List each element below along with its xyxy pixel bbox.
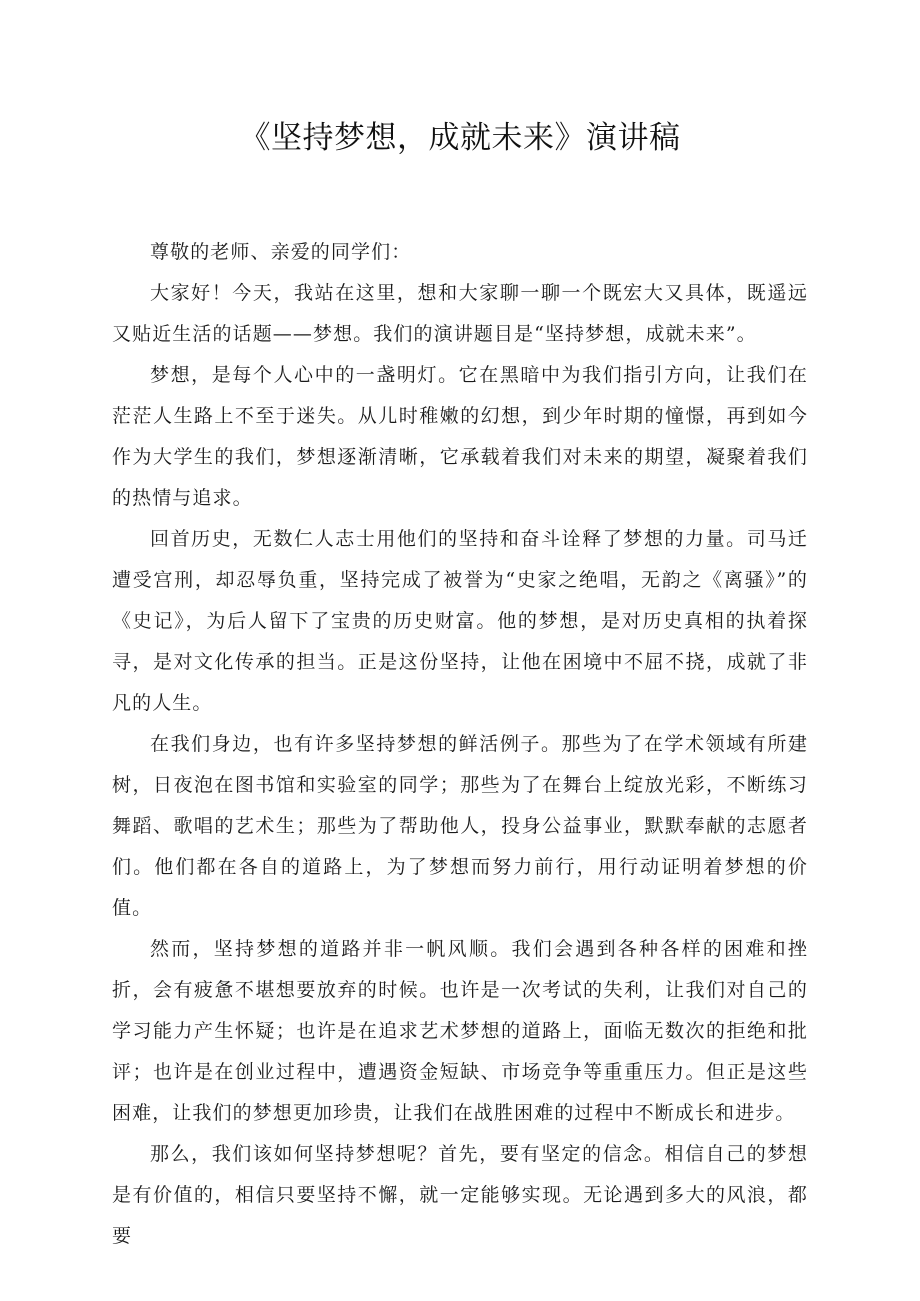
document-title: 《坚持梦想，成就未来》演讲稿 bbox=[239, 120, 681, 156]
paragraph-salutation: 尊敬的老师、亲爱的同学们： bbox=[150, 241, 412, 263]
paragraph-history: 回首历史，无数仁人志士用他们的坚持和奋斗诠释了梦想的力量。司马迁遭受宫刑，却忍辱负重，坚持完成了被誉为“史家之绝唱，无韵之《离骚》”的《史记》，为后人留下了宝贵的历史财富。他的梦想，是对历史真相的执着探寻，是对文化传承的担当。正是这份坚持，让他在困境中不屈不挠，成就了非凡的人生。 bbox=[112, 528, 808, 714]
paragraph-dream-lamp: 梦想，是每个人心中的一盏明灯。它在黑暗中为我们指引方向，让我们在茫茫人生路上不至于迷失。从儿时稚嫩的幻想，到少年时期的憧憬，再到如今作为大学生的我们，梦想逐渐清晰，它承载着我们对未来的期望，凝聚着我们的热情与追求。 bbox=[112, 364, 808, 509]
paragraph-how-to-persist: 那么，我们该如何坚持梦想呢？首先，要有坚定的信念。相信自己的梦想是有价值的，相信只要坚持不懈，就一定能够实现。无论遇到多大的风浪，都要 bbox=[112, 1143, 808, 1247]
paragraph-examples: 在我们身边，也有许多坚持梦想的鲜活例子。那些为了在学术领域有所建树，日夜泡在图书馆和实验室的同学；那些为了在舞台上绽放光彩，不断练习舞蹈、歌唱的艺术生；那些为了帮助他人，投身公益事业，默默奉献的志愿者们。他们都在各自的道路上，为了梦想而努力前行，用行动证明着梦想的价值。 bbox=[112, 733, 808, 919]
paragraph-difficulties: 然而，坚持梦想的道路并非一帆风顺。我们会遇到各种各样的困难和挫折，会有疲惫不堪想要放弃的时候。也许是一次考试的失利，让我们对自己的学习能力产生怀疑；也许是在追求艺术梦想的道路上，面临无数次的拒绝和批评；也许是在创业过程中，遭遇资金短缺、市场竞争等重重压力。但正是这些困难，让我们的梦想更加珍贵，让我们在战胜困难的过程中不断成长和进步。 bbox=[112, 938, 808, 1124]
document-body bbox=[112, 232, 808, 1257]
paragraph-greeting: 大家好！今天，我站在这里，想和大家聊一聊一个既宏大又具体，既遥远又贴近生活的话题——梦想。我们的演讲题目是“坚持梦想，成就未来”。 bbox=[112, 282, 808, 345]
